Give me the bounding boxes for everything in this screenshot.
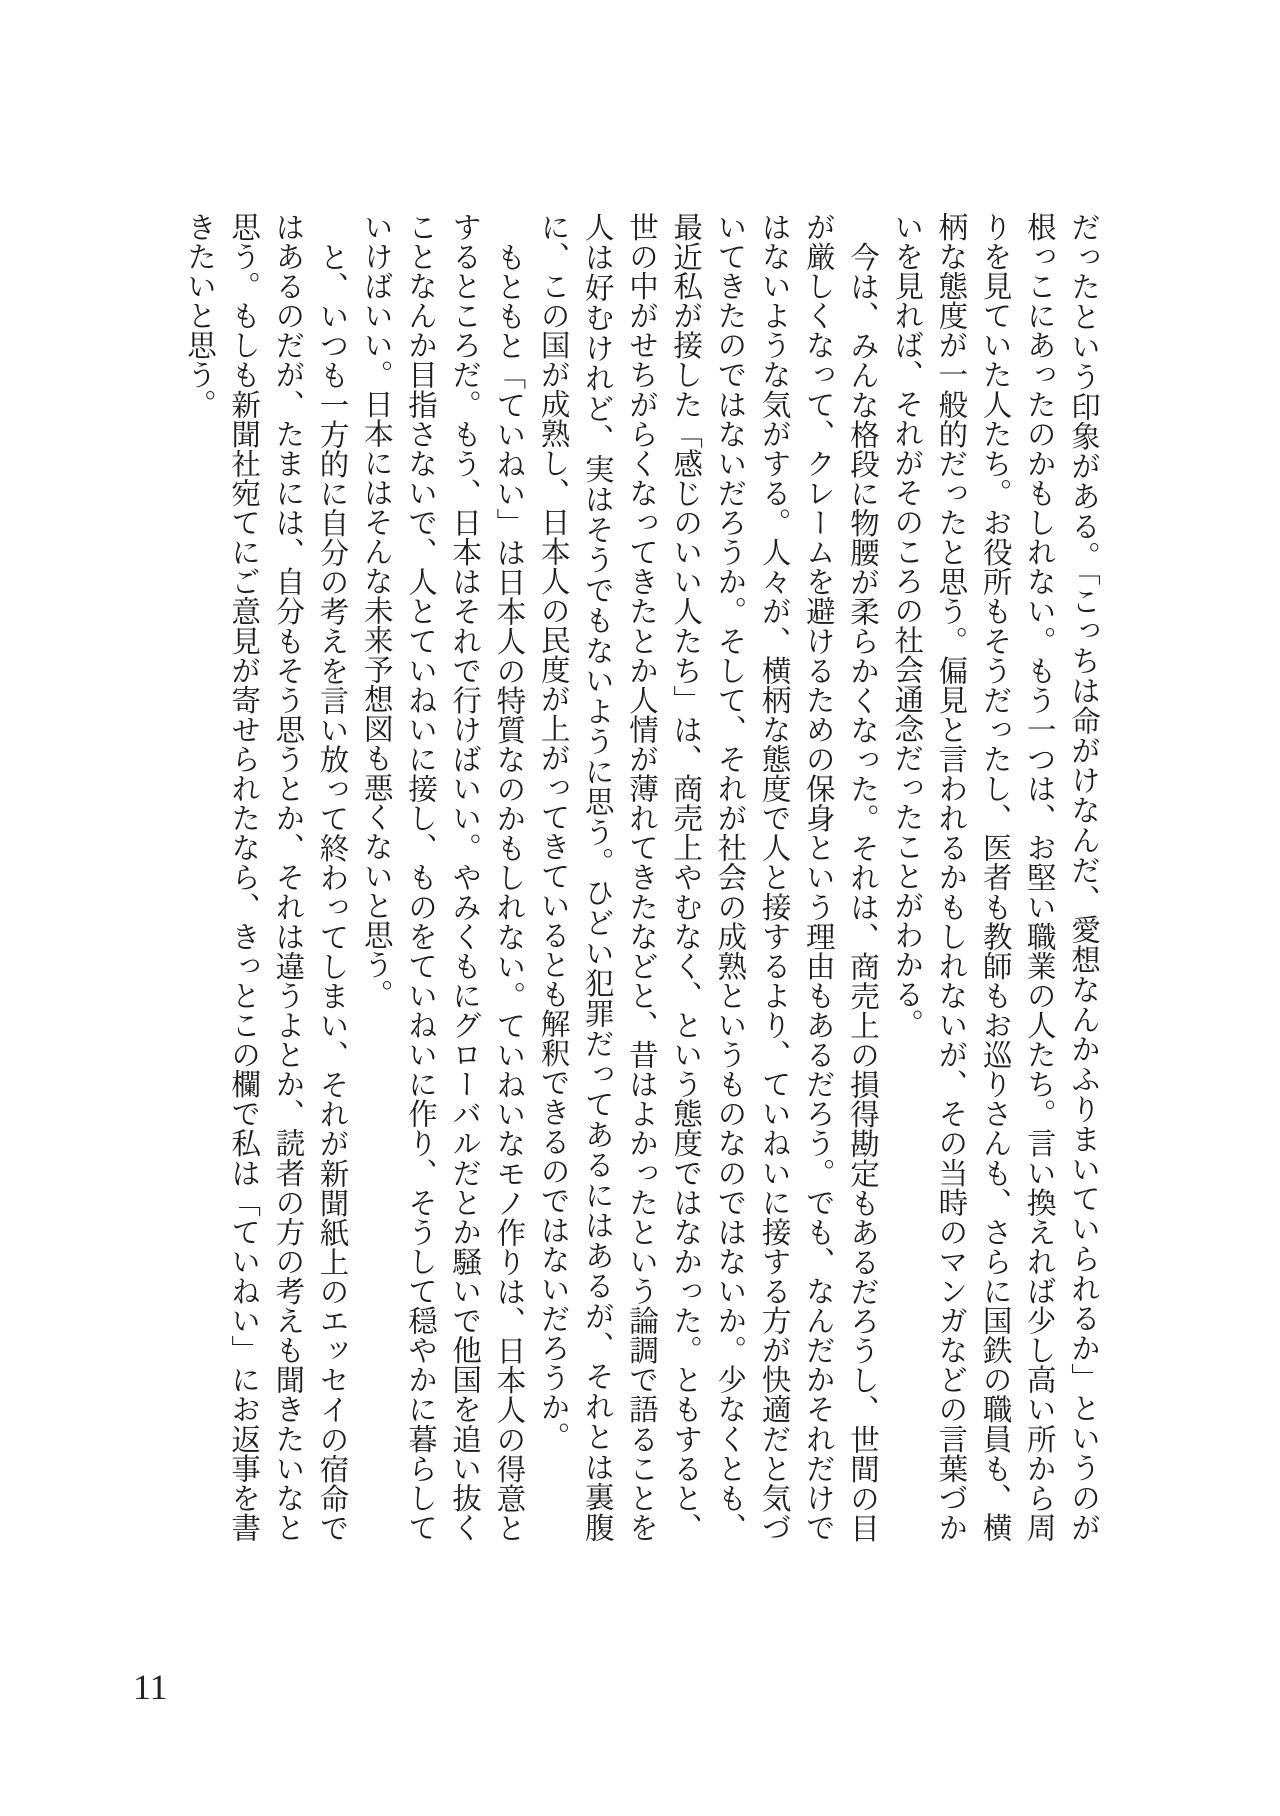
essay-paragraph-3: もともと「ていねい」は日本人の特質なのかもしれない。ていねいなモノ作りは、日本人の得意とするところだ。もう、日本はそれで行けばいい。やみくもにグローバルだとか騒いで他国を追い抜くことなんか目指さないで、人とていねいに接し、ものをていねいに作り、そうして穏やかに暮らしていけばいい。日本にはそんな未来予想図も悪くないと思う。 (359, 212, 525, 1542)
essay-paragraph-2: 今は、みんな格段に物腰が柔らかくなった。それは、商売上の損得勘定もあるだろうし、世間の目が厳しくなって、クレームを避けるための保身という理由もあるだろう。でも、なんだかそれだけではないような気がする。人々が、横柄な態度で人と接するより、ていねいに接する方が快適だと気づいてきたのではないだろうか。そして、それが社会の成熟というものなのではないか。少なくとも、最近私が接した「感じのいい人たち」は、商売上やむなく、という態度ではなかった。ともすると、世の中がせちがらくなってきたとか人情が薄れてきたなどと、昔はよかったという論調で語ることを人は好むけれど、実はそうでもないように思う。ひどい犯罪だってあるにはあるが、それとは裏腹に、この国が成熟し、日本人の民度が上がってきているとも解釈できるのではないだろうか。 (536, 212, 878, 1543)
essay-body (177, 212, 1105, 1542)
essay-paragraph-1: だったという印象がある。「こっちは命がけなんだ、愛想なんかふりまいていられるか」というのが根っこにあったのかもしれない。もう一つは、お堅い職業の人たち。言い換えれば少し高い所から周りを見ていた人たち。お役所もそうだったし、医者も教師もお巡りさんも、さらに国鉄の職員も、横柄な態度が一般的だったと思う。偏見と言われるかもしれないが、その当時のマンガなどの言葉づかいを見れば、それがそのころの社会通念だったことがわかる。 (890, 212, 1099, 1543)
page-number: 11 (133, 1667, 168, 1707)
essay-paragraph-4: と、いつも一方的に自分の考えを言い放って終わってしまい、それが新聞紙上のエッセイの宿命ではあるのだが、たまには、自分もそう思うとか、それは違うよとか、読者の方の考えも聞きたいなと思う。もしも新聞社宛てにご意見が寄せられたなら、きっとこの欄で私は「ていねい」にお返事を書きたいと思う。 (182, 212, 348, 1543)
